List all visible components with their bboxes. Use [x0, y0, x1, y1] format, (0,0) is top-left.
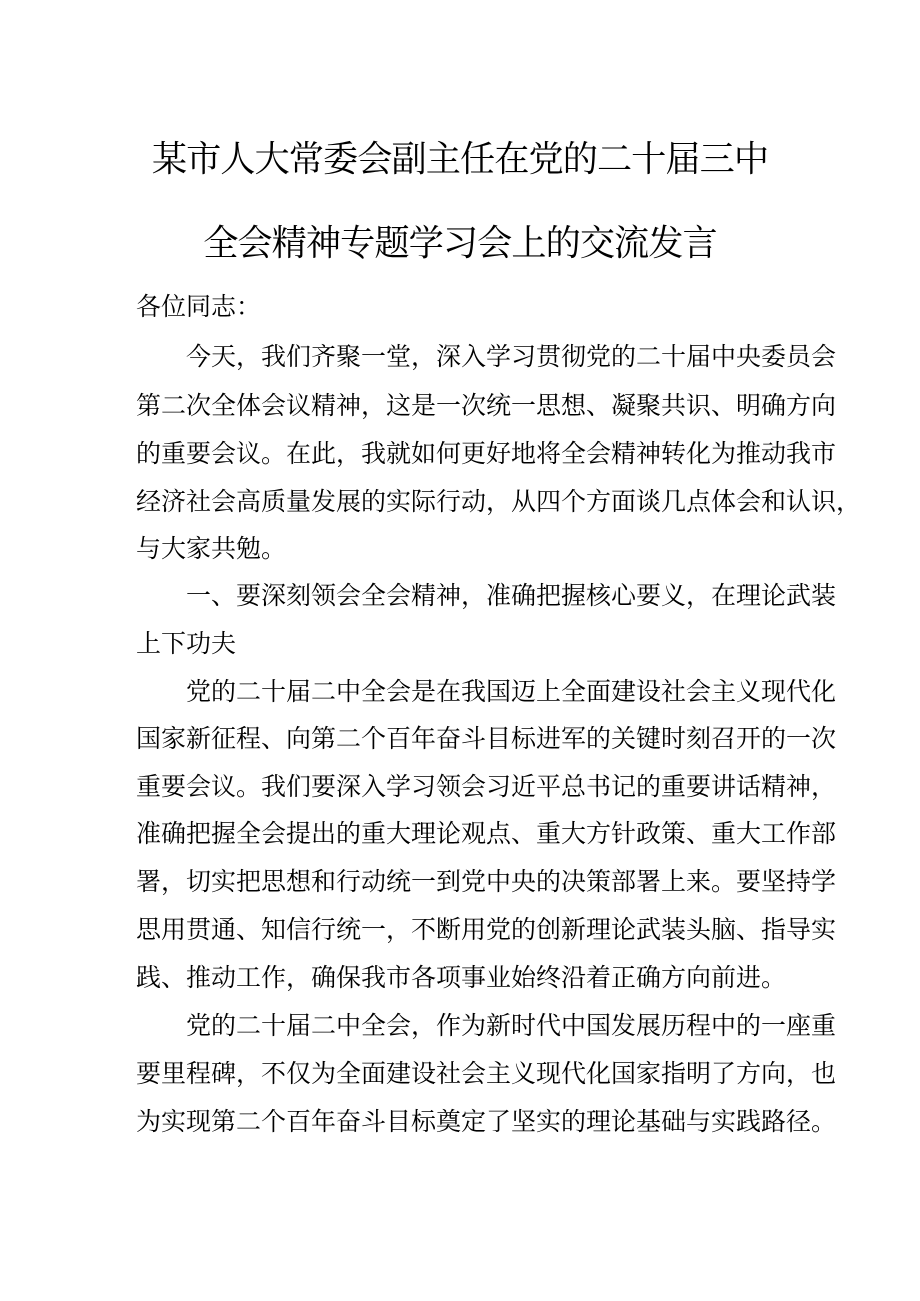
document-title-line-1: 某市人大常委会副主任在党的二十届三中: [151, 139, 769, 180]
paragraph-line: 国家新征程、向第二个百年奋斗目标进军的关键时刻召开的一次: [136, 724, 837, 753]
salutation: 各位同志：: [136, 292, 262, 321]
paragraph-line: 第二次全体会议精神，这是一次统一思想、凝聚共识、明确方向: [136, 391, 837, 420]
paragraph-line: 重要会议。我们要深入学习领会习近平总书记的重要讲话精神，: [136, 772, 837, 801]
section-heading-line: 上下功夫: [136, 629, 237, 658]
paragraph-line: 为实现第二个百年奋斗目标奠定了坚实的理论基础与实践路径。: [136, 1107, 837, 1136]
paragraph-line: 准确把握全会提出的重大理论观点、重大方针政策、重大工作部: [136, 819, 837, 848]
paragraph-line: 与大家共勉。: [136, 534, 287, 563]
paragraph-line: 践、推动工作，确保我市各项事业始终沿着正确方向前进。: [136, 963, 787, 992]
paragraph-line: 署，切实把思想和行动统一到党中央的决策部署上来。要坚持学: [136, 867, 837, 896]
paragraph-line: 今天，我们齐聚一堂，深入学习贯彻党的二十届中央委员会: [186, 342, 837, 371]
paragraph-line: 的重要会议。在此，我就如何更好地将全会精神转化为推动我市: [136, 439, 837, 468]
paragraph-line: 要里程碑，不仅为全面建设社会主义现代化国家指明了方向，也: [136, 1059, 837, 1088]
paragraph-line: 党的二十届二中全会是在我国迈上全面建设社会主义现代化: [186, 677, 837, 706]
paragraph-line: 党的二十届二中全会，作为新时代中国发展历程中的一座重: [186, 1011, 837, 1040]
document-title-line-2: 全会精神专题学习会上的交流发言: [203, 223, 717, 264]
paragraph-line: 经济社会高质量发展的实际行动，从四个方面谈几点体会和认识，: [136, 487, 862, 516]
section-heading-line: 一、要深刻领会全会精神，准确把握核心要义，在理论武装: [186, 581, 837, 610]
paragraph-line: 思用贯通、知信行统一，不断用党的创新理论武装头脑、指导实: [136, 915, 837, 944]
